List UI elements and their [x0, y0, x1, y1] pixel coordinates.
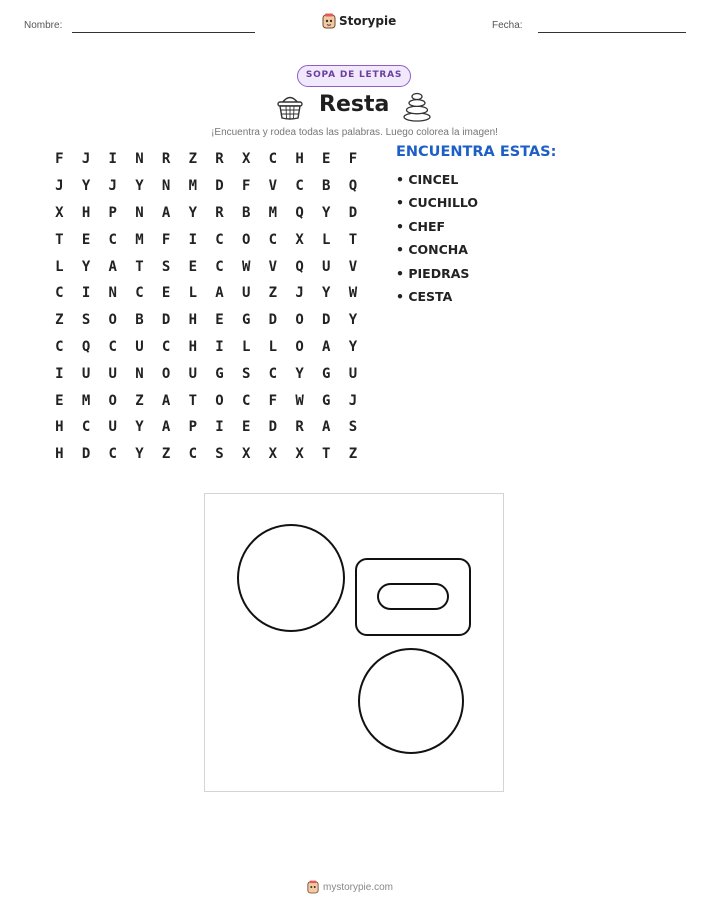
- grid-letter[interactable]: F: [161, 231, 171, 248]
- grid-letter[interactable]: H: [55, 446, 64, 463]
- grid-letter[interactable]: C: [268, 231, 278, 248]
- grid-letter[interactable]: G: [241, 312, 251, 329]
- word-item: • PIEDRAS: [396, 265, 470, 281]
- grid-letter[interactable]: S: [241, 365, 251, 382]
- footer: [307, 880, 393, 894]
- grid-letter[interactable]: L: [322, 231, 331, 248]
- grid-letter[interactable]: Z: [161, 446, 171, 463]
- grid-letter[interactable]: Y: [135, 419, 144, 436]
- grid-letter[interactable]: R: [161, 151, 171, 168]
- instructions: ¡Encuentra y rodea todas las palabras. Luego colorea la imagen!: [211, 127, 498, 138]
- grid-letter[interactable]: O: [108, 312, 117, 329]
- grid-letter[interactable]: O: [241, 231, 251, 248]
- grid-letter[interactable]: D: [322, 312, 331, 329]
- grid-letter[interactable]: F: [268, 392, 278, 409]
- grid-letter[interactable]: D: [348, 204, 358, 221]
- grid-letter[interactable]: S: [348, 419, 358, 436]
- grid-letter[interactable]: X: [55, 204, 64, 221]
- word-item: • CUCHILLO: [396, 195, 479, 211]
- grid-letter[interactable]: F: [55, 151, 64, 168]
- grid-letter[interactable]: C: [81, 419, 91, 436]
- coloring-circle-left: [238, 525, 344, 631]
- page-title: Resta: [319, 92, 390, 117]
- grid-letter[interactable]: E: [215, 312, 224, 329]
- grid-letter[interactable]: A: [322, 338, 331, 355]
- grid-letter[interactable]: W: [295, 392, 304, 409]
- grid-letter[interactable]: C: [268, 151, 278, 168]
- grid-letter[interactable]: X: [295, 446, 304, 463]
- coloring-picture[interactable]: [204, 493, 504, 792]
- grid-letter[interactable]: B: [135, 312, 144, 329]
- grid-letter[interactable]: N: [161, 178, 171, 195]
- grid-letter[interactable]: E: [81, 231, 91, 248]
- grid-letter[interactable]: I: [108, 151, 117, 168]
- grid-letter[interactable]: F: [241, 178, 251, 195]
- grid-letter[interactable]: S: [215, 446, 224, 463]
- grid-letter[interactable]: A: [161, 419, 171, 436]
- grid-letter[interactable]: B: [241, 204, 251, 221]
- grid-letter[interactable]: H: [295, 151, 304, 168]
- grid-letter[interactable]: S: [81, 312, 91, 329]
- grid-letter[interactable]: Y: [188, 204, 197, 221]
- word-list: [396, 172, 478, 312]
- grid-letter[interactable]: Q: [295, 258, 304, 275]
- grid-letter[interactable]: P: [188, 419, 197, 436]
- grid-letter[interactable]: O: [161, 365, 171, 382]
- basket-icon: [276, 91, 304, 121]
- grid-letter[interactable]: E: [161, 285, 171, 302]
- date-line[interactable]: [538, 32, 686, 33]
- grid-letter[interactable]: T: [322, 446, 331, 463]
- grid-letter[interactable]: Q: [81, 338, 91, 355]
- grid-letter[interactable]: P: [108, 204, 117, 221]
- grid-letter[interactable]: Y: [322, 285, 331, 302]
- grid-letter[interactable]: E: [241, 419, 251, 436]
- word-search-grid[interactable]: [46, 146, 366, 468]
- grid-letter[interactable]: Z: [348, 446, 358, 463]
- grid-letter[interactable]: U: [135, 338, 144, 355]
- grid-letter[interactable]: Y: [81, 258, 91, 275]
- grid-letter[interactable]: I: [188, 231, 197, 248]
- name-line[interactable]: [72, 32, 255, 33]
- grid-letter[interactable]: U: [322, 258, 331, 275]
- grid-letter[interactable]: L: [188, 285, 197, 302]
- date-label: Fecha:: [492, 20, 523, 31]
- grid-letter[interactable]: I: [215, 419, 224, 436]
- word-item: • CESTA: [396, 288, 453, 304]
- grid-letter[interactable]: M: [81, 392, 91, 409]
- grid-letter[interactable]: Y: [135, 446, 144, 463]
- grid-letter[interactable]: Y: [295, 365, 304, 382]
- grid-letter[interactable]: Y: [81, 178, 91, 195]
- grid-letter[interactable]: R: [215, 204, 224, 221]
- stacked-stones-icon: [402, 90, 432, 122]
- grid-letter[interactable]: N: [135, 151, 144, 168]
- grid-letter[interactable]: R: [215, 151, 224, 168]
- grid-letter[interactable]: D: [215, 178, 224, 195]
- grid-letter[interactable]: C: [215, 258, 224, 275]
- grid-letter[interactable]: C: [135, 285, 144, 302]
- grid-letter[interactable]: U: [188, 365, 197, 382]
- grid-letter[interactable]: Z: [55, 312, 64, 329]
- grid-letter[interactable]: Y: [322, 204, 331, 221]
- grid-letter[interactable]: Q: [348, 178, 358, 195]
- brand-logo: [322, 13, 396, 29]
- grid-letter[interactable]: C: [241, 392, 251, 409]
- grid-letter[interactable]: Y: [135, 178, 144, 195]
- grid-letter[interactable]: C: [295, 178, 304, 195]
- grid-letter[interactable]: V: [268, 258, 278, 275]
- grid-letter[interactable]: J: [55, 178, 64, 195]
- grid-letter[interactable]: J: [348, 392, 358, 409]
- grid-letter[interactable]: S: [161, 258, 171, 275]
- grid-letter[interactable]: C: [55, 338, 64, 355]
- name-label: Nombre:: [24, 20, 63, 31]
- grid-letter[interactable]: X: [268, 446, 278, 463]
- grid-letter[interactable]: C: [108, 231, 117, 248]
- grid-letter[interactable]: E: [188, 258, 197, 275]
- grid-letter[interactable]: E: [55, 392, 64, 409]
- grid-letter[interactable]: I: [55, 365, 64, 382]
- grid-letter[interactable]: W: [348, 285, 358, 302]
- grid-letter[interactable]: C: [108, 338, 117, 355]
- grid-letter[interactable]: O: [295, 312, 304, 329]
- grid-letter[interactable]: O: [108, 392, 117, 409]
- coloring-circle-right: [359, 649, 463, 753]
- grid-letter[interactable]: M: [268, 204, 278, 221]
- grid-letter[interactable]: G: [322, 392, 331, 409]
- grid-letter[interactable]: A: [161, 204, 171, 221]
- grid-letter[interactable]: D: [268, 312, 278, 329]
- coloring-pill-shape: [378, 584, 448, 609]
- grid-letter[interactable]: H: [188, 312, 197, 329]
- grid-letter[interactable]: V: [268, 178, 278, 195]
- grid-letter[interactable]: A: [161, 392, 171, 409]
- grid-letter[interactable]: U: [81, 365, 91, 382]
- grid-letter[interactable]: L: [55, 258, 64, 275]
- footer-site[interactable]: mystorypie.com: [323, 881, 394, 893]
- word-item: • CHEF: [396, 218, 446, 234]
- grid-letter[interactable]: Z: [188, 151, 197, 168]
- grid-letter[interactable]: U: [108, 419, 117, 436]
- grid-letter[interactable]: D: [161, 312, 171, 329]
- grid-letter[interactable]: A: [108, 258, 117, 275]
- grid-letter[interactable]: I: [81, 285, 91, 302]
- grid-letter[interactable]: Y: [348, 312, 358, 329]
- grid-letter[interactable]: J: [295, 285, 304, 302]
- storypie-logo-icon: [307, 880, 319, 894]
- grid-letter[interactable]: T: [55, 231, 64, 248]
- word-item: • CINCEL: [396, 172, 459, 187]
- word-item: • CONCHA: [396, 242, 468, 258]
- grid-letter[interactable]: M: [188, 178, 197, 195]
- grid-letter[interactable]: G: [215, 365, 224, 382]
- grid-letter[interactable]: Z: [268, 285, 278, 302]
- grid-letter[interactable]: V: [348, 258, 358, 275]
- grid-letter[interactable]: U: [348, 365, 358, 382]
- grid-letter[interactable]: X: [241, 446, 251, 463]
- grid-letter[interactable]: A: [215, 285, 224, 302]
- grid-letter[interactable]: Y: [348, 338, 358, 355]
- grid-letter[interactable]: C: [55, 285, 64, 302]
- grid-letter[interactable]: H: [81, 204, 91, 221]
- grid-letter[interactable]: G: [322, 365, 331, 382]
- grid-letter[interactable]: W: [241, 258, 251, 275]
- grid-letter[interactable]: H: [55, 419, 64, 436]
- grid-letter[interactable]: U: [241, 285, 251, 302]
- grid-letter[interactable]: D: [268, 419, 278, 436]
- grid-letter[interactable]: F: [348, 151, 358, 168]
- grid-letter[interactable]: R: [295, 419, 304, 436]
- grid-letter[interactable]: N: [135, 204, 144, 221]
- activity-badge: SOPA DE LETRAS: [297, 65, 411, 87]
- grid-letter[interactable]: E: [322, 151, 331, 168]
- grid-letter[interactable]: M: [135, 231, 144, 248]
- grid-letter[interactable]: L: [268, 338, 278, 355]
- grid-letter[interactable]: B: [322, 178, 331, 195]
- grid-letter[interactable]: C: [161, 338, 171, 355]
- grid-letter[interactable]: I: [215, 338, 224, 355]
- grid-letter[interactable]: C: [268, 365, 278, 382]
- grid-letter[interactable]: N: [135, 365, 144, 382]
- grid-letter[interactable]: O: [295, 338, 304, 355]
- grid-letter[interactable]: T: [135, 258, 144, 275]
- grid-letter[interactable]: J: [81, 151, 91, 168]
- grid-letter[interactable]: Q: [295, 204, 304, 221]
- coloring-shapes[interactable]: [205, 494, 505, 793]
- grid-letter[interactable]: A: [322, 419, 331, 436]
- grid-letter[interactable]: C: [108, 446, 117, 463]
- grid-letter[interactable]: C: [188, 446, 197, 463]
- grid-letter[interactable]: N: [108, 285, 117, 302]
- grid-letter[interactable]: H: [188, 338, 197, 355]
- grid-letter[interactable]: T: [348, 231, 358, 248]
- grid-letter[interactable]: X: [241, 151, 251, 168]
- grid-letter[interactable]: X: [295, 231, 304, 248]
- grid-letter[interactable]: C: [215, 231, 224, 248]
- grid-letter[interactable]: D: [81, 446, 91, 463]
- grid-letter[interactable]: J: [108, 178, 117, 195]
- brand-name: Storypie: [339, 14, 397, 28]
- grid-letter[interactable]: T: [188, 392, 197, 409]
- storypie-logo-icon: [322, 13, 336, 29]
- grid-letter[interactable]: O: [215, 392, 224, 409]
- grid-letter[interactable]: L: [241, 338, 251, 355]
- grid-letter[interactable]: U: [108, 365, 117, 382]
- word-list-title: ENCUENTRA ESTAS:: [396, 144, 557, 160]
- grid-letter[interactable]: Z: [135, 392, 144, 409]
